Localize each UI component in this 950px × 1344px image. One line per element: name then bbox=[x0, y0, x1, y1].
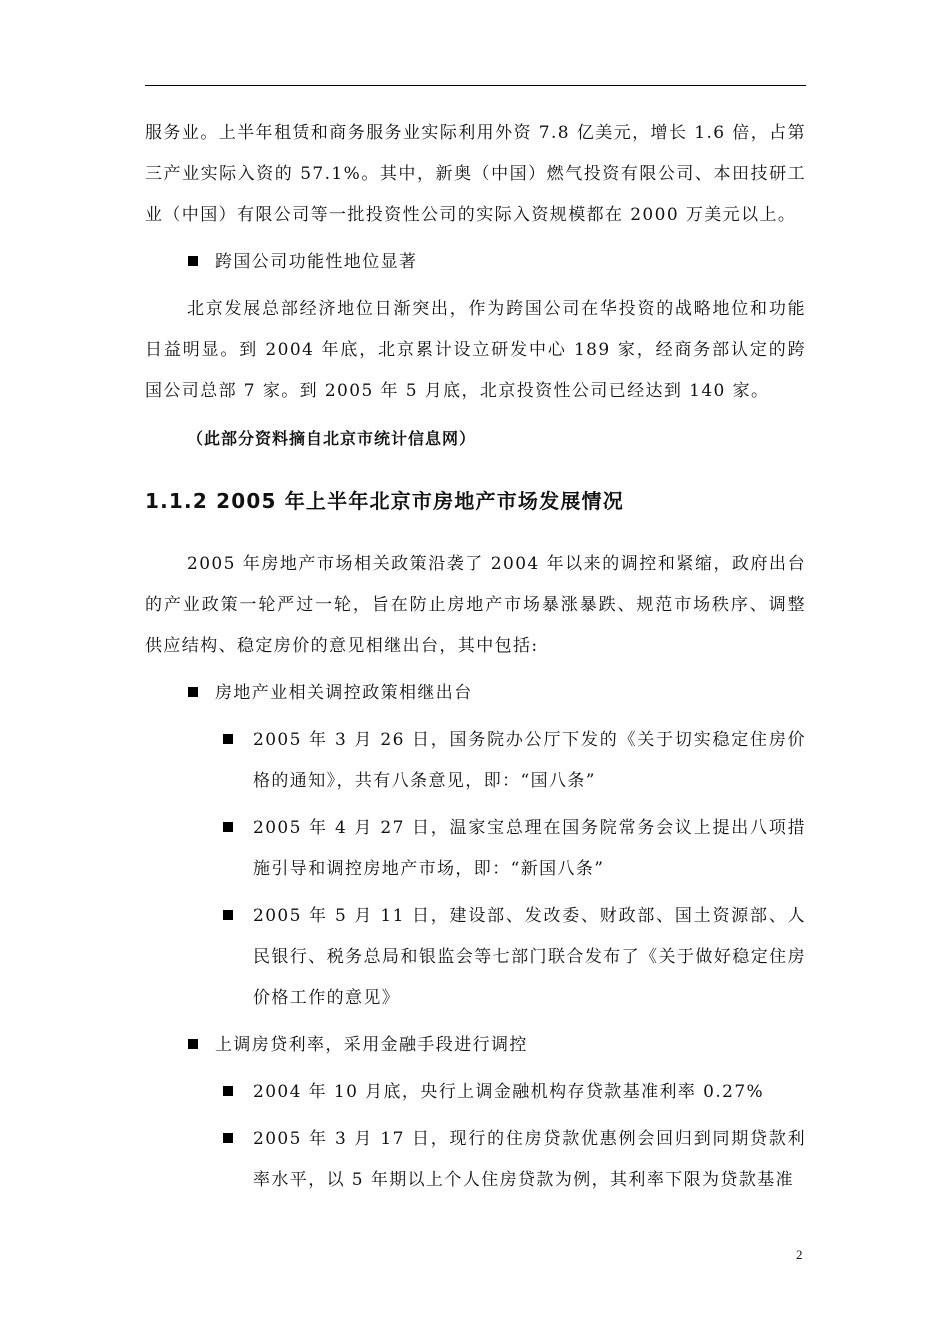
sub-bullet-text: 2005 年 5 月 11 日，建设部、发改委、财政部、国土资源部、人民银行、税务总局和银监会等七部门联合发布了《关于做好稳定住房价格工作的意见》 bbox=[253, 906, 806, 1008]
square-bullet-icon bbox=[188, 687, 198, 697]
paragraph-policy-overview: 2005 年房地产市场相关政策沿袭了 2004 年以来的调控和紧缩，政府出台的产业政策一轮严过一轮，旨在防止房地产市场暴涨暴跌、规范市场秩序、调整供应结构、稳定房价的意见相继出台，其中包括: bbox=[145, 554, 806, 656]
sub-bullet-rate-hike-2004 bbox=[145, 1072, 806, 1113]
square-bullet-icon bbox=[188, 256, 198, 266]
sub-bullet-guo-ba-tiao bbox=[145, 720, 806, 802]
source-note: （此部分资料摘自北京市统计信息网） bbox=[187, 429, 477, 448]
page-number: 2 bbox=[796, 1247, 803, 1262]
square-bullet-icon bbox=[223, 1133, 233, 1143]
bullet-text: 上调房贷利率，采用金融手段进行调控 bbox=[215, 1035, 528, 1055]
sub-bullet-text: 2004 年 10 月底，央行上调金融机构存贷款基准利率 0.27% bbox=[253, 1082, 765, 1102]
sub-bullet-xin-guo-ba-tiao bbox=[145, 808, 806, 890]
square-bullet-icon bbox=[223, 910, 233, 920]
section-heading: 1.1.2 2005 年上半年北京市房地产市场发展情况 bbox=[145, 489, 624, 513]
bullet-text: 跨国公司功能性地位显著 bbox=[215, 252, 418, 272]
bullet-multinational-status bbox=[145, 242, 806, 283]
sub-bullet-mortgage-rate-2005 bbox=[145, 1119, 806, 1201]
square-bullet-icon bbox=[188, 1039, 198, 1049]
square-bullet-icon bbox=[223, 1086, 233, 1096]
bullet-regulatory-policies bbox=[145, 673, 806, 714]
header-rule bbox=[145, 85, 806, 86]
paragraph-headquarters-economy: 北京发展总部经济地位日渐突出，作为跨国公司在华投资的战略地位和功能日益明显。到 2004 年底，北京累计设立研发中心 189 家，经商务部认定的跨国公司总部 7 家。到 2005 年 5 月底，北京投资性公司已经达到 140 家。 bbox=[145, 299, 806, 401]
sub-bullet-text: 2005 年 3 月 17 日，现行的住房贷款优惠例会回归到同期贷款利率水平，以 5 年期以上个人住房贷款为例，其利率下限为贷款基准 bbox=[253, 1129, 806, 1190]
sub-bullet-text: 2005 年 3 月 26 日，国务院办公厅下发的《关于切实稳定住房价格的通知》，共有八条意见，即：“国八条” bbox=[253, 730, 806, 791]
document-body bbox=[145, 113, 806, 1201]
square-bullet-icon bbox=[223, 822, 233, 832]
square-bullet-icon bbox=[223, 734, 233, 744]
sub-bullet-seven-departments bbox=[145, 896, 806, 1019]
bullet-interest-rates bbox=[145, 1025, 806, 1066]
bullet-text: 房地产业相关调控政策相继出台 bbox=[215, 683, 473, 703]
sub-bullet-text: 2005 年 4 月 27 日，温家宝总理在国务院常务会议上提出八项措施引导和调控房地产市场，即：“新国八条” bbox=[253, 818, 806, 879]
paragraph-service-industry: 服务业。上半年租赁和商务服务业实际利用外资 7.8 亿美元，增长 1.6 倍，占第三产业实际入资的 57.1%。其中，新奥（中国）燃气投资有限公司、本田技研工业（中国）有限公司等一批投资性公司的实际入资规模都在 2000 万美元以上。 bbox=[145, 123, 806, 225]
